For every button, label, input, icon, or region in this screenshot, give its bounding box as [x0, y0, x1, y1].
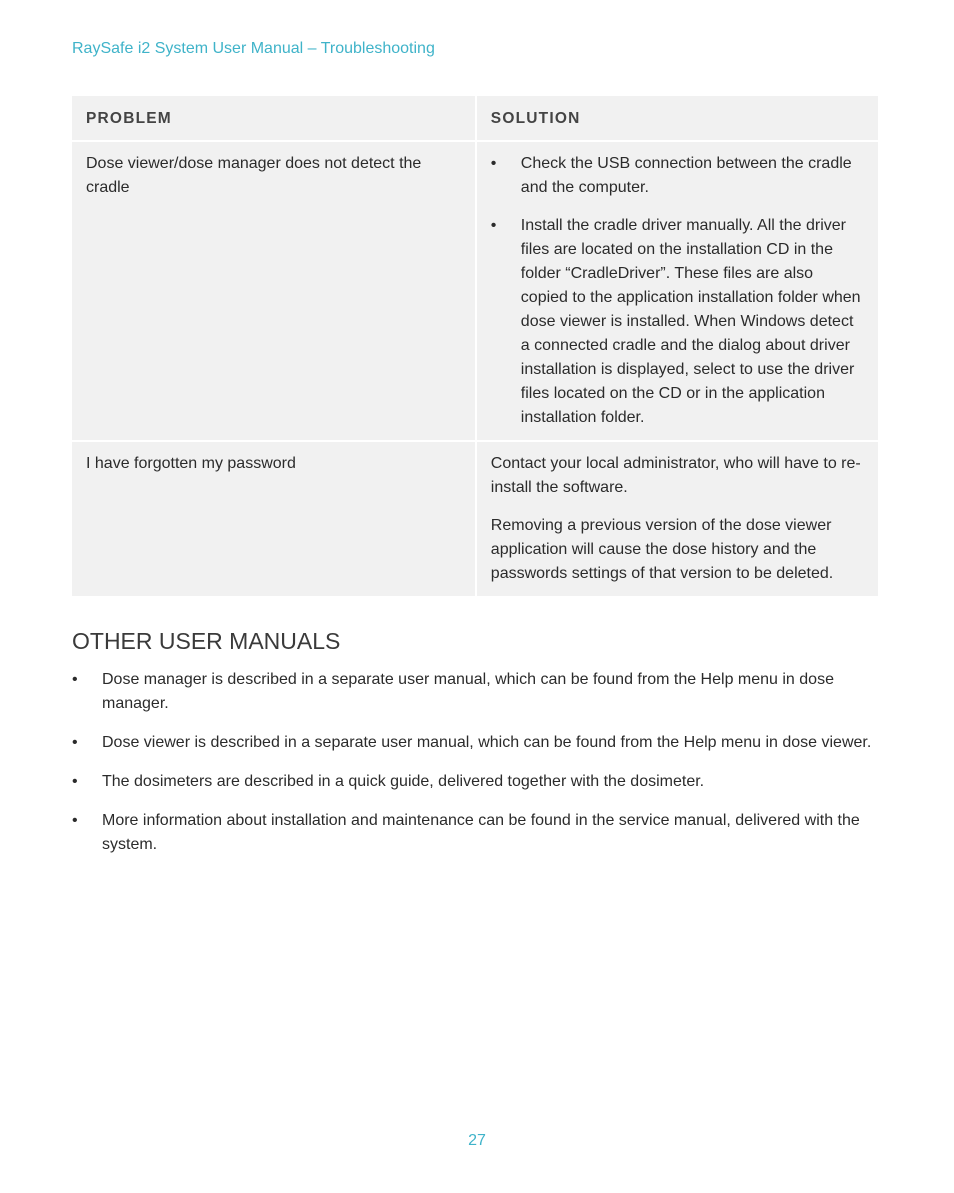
list-item [72, 770, 872, 794]
solution-text: Contact your local administrator, who will have to re-install the software. [490, 455, 861, 496]
problem-cell [72, 442, 475, 596]
solution-text: Install the cradle driver manually. All the driver files are located on the installation CD in the folder “CradleDriver”. These files are also copied to the application installation folder when dose viewer is installed. When Windows detect a connected cradle and the dialog about driver installation is displayed, select to use the driver files located on the CD or in the application installation folder. [520, 217, 861, 426]
list-item [491, 152, 864, 200]
bullet-icon: • [490, 155, 497, 172]
column-header-solution: SOLUTION [477, 96, 878, 140]
bullet-icon: • [72, 812, 78, 829]
other-manuals-list [72, 668, 872, 872]
section-title-other-manuals: OTHER USER MANUALS [72, 628, 341, 654]
problem-text: I have forgotten my password [86, 455, 296, 472]
solution-text: Removing a previous version of the dose viewer application will cause the dose history and the passwords settings of that version to be deleted. [490, 517, 834, 582]
problem-text: Dose viewer/dose manager does not detect the cradle [86, 155, 422, 196]
manual-item-text: The dosimeters are described in a quick guide, delivered together with the dosimeter. [102, 773, 705, 790]
solution-cell [477, 442, 878, 596]
table-header-row [72, 96, 878, 140]
column-header-problem: PROBLEM [72, 96, 475, 140]
manual-item-text: More information about installation and maintenance can be found in the service manual, delivered with the system. [102, 812, 860, 853]
list-item [72, 731, 872, 755]
solution-list [491, 152, 864, 430]
troubleshooting-table [70, 94, 880, 598]
solution-text: Check the USB connection between the cradle and the computer. [520, 155, 852, 196]
page-number: 27 [468, 1132, 486, 1149]
table-row [72, 442, 878, 596]
list-item [72, 668, 872, 716]
manual-item-text: Dose manager is described in a separate user manual, which can be found from the Help menu in dose manager. [102, 671, 834, 712]
list-item [491, 214, 864, 430]
bullet-icon: • [490, 217, 497, 234]
table-row [72, 142, 878, 440]
bullet-icon: • [72, 734, 78, 751]
running-header: RaySafe i2 System User Manual – Troubleshooting [72, 40, 435, 57]
manual-item-text: Dose viewer is described in a separate user manual, which can be found from the Help menu in dose viewer. [102, 734, 872, 751]
bullet-icon: • [72, 773, 78, 790]
problem-cell [72, 142, 475, 440]
bullet-icon: • [72, 671, 78, 688]
solution-cell [477, 142, 878, 440]
list-item [72, 809, 872, 857]
